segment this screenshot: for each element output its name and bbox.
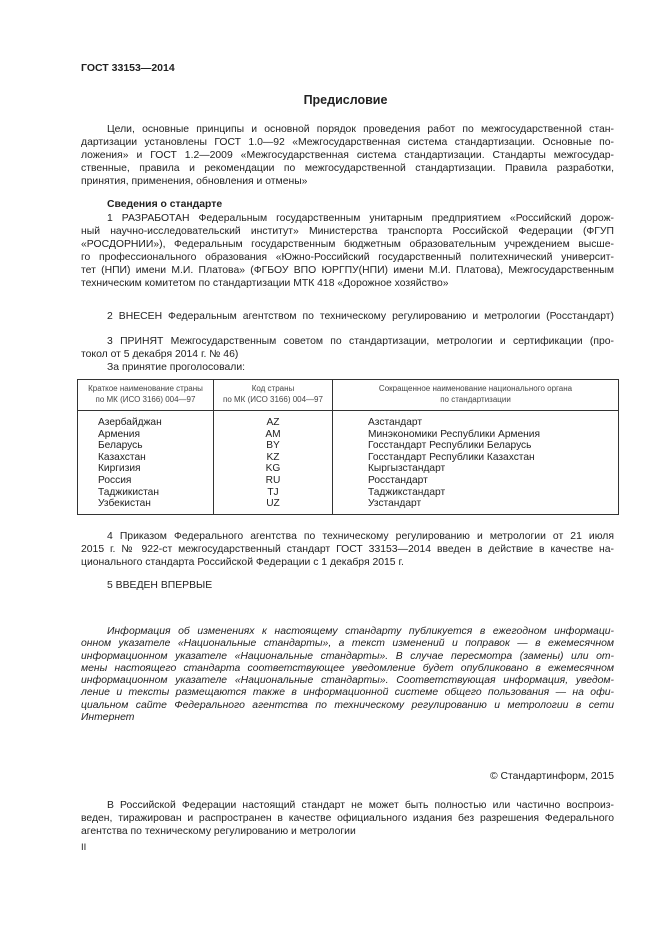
standards-body-cell: Госстандарт Республики Беларусь	[333, 440, 619, 452]
country-code-cell: AZ	[214, 411, 333, 429]
country-name-cell: Беларусь	[78, 440, 214, 452]
standards-body-cell: Минэкономики Республики Армения	[333, 429, 619, 441]
header-line: Краткое наименование страны	[88, 384, 203, 393]
country-name-cell: Казахстан	[78, 452, 214, 464]
rights-paragraph	[81, 799, 614, 838]
item-1-paragraph	[81, 212, 614, 290]
country-name-cell: Киргизия	[78, 463, 214, 475]
text-line: 3 ПРИНЯТ Межгосударственным советом по стандартизации, метрологии и сертификации (про-	[107, 336, 614, 347]
standards-body-cell: Азстандарт	[333, 411, 619, 429]
text-line: циальном сайте Федерального агентства по техническому регулированию и метрологии в сети	[81, 699, 614, 711]
text-line: ложения» и ГОСТ 1.2—2009 «Межгосударственная система стандартизации. Стандарты межгосудар-	[81, 150, 614, 161]
text-line: «РОСДОРНИИ»), Федеральным государственным бюджетным образовательным учреждением высше-	[81, 239, 614, 250]
item-4-paragraph	[81, 530, 614, 569]
column-header-body	[333, 380, 619, 411]
text-line: 4 Приказом Федерального агентства по техническому регулированию и метрологии от 21 июля	[107, 531, 614, 542]
text-line: ственные, правила и рекомендации по межгосударственной стандартизации. Правила разработки,	[81, 163, 614, 174]
header-line: Сокращенное наименование национального органа	[378, 384, 573, 393]
text-line: веден, тиражирован и распространен в качестве официального издания без разрешения Федерального	[81, 813, 614, 824]
country-name-cell: Узбекистан	[78, 498, 214, 514]
header-line: по МК (ИСО 3166) 004—97	[223, 394, 323, 404]
text-line: Информация об изменениях к настоящему стандарту публикуется в ежегодном информаци-	[107, 626, 614, 637]
text-line: мены настоящего стандарта соответствующее уведомление будет опубликовано в ежемесячном	[81, 662, 614, 674]
text-line: ление и тексты размещаются также в информационной системе общего пользования — на офи-	[81, 687, 614, 699]
header-line: по стандартизации	[440, 394, 511, 404]
table-row	[78, 475, 619, 487]
document-code: ГОСТ 33153—2014	[81, 62, 175, 74]
country-code-cell: KG	[214, 463, 333, 475]
text-line: ционального стандарта Российской Федерации с 1 декабря 2015 г.	[81, 557, 404, 568]
text-line: информационном указателе «Национальные стандарты». В случае пересмотра (замены) или от-	[81, 650, 614, 662]
text-line: дартизации установлены ГОСТ 1.0—92 «Межгосударственная система стандартизации. Основные по-	[81, 137, 614, 148]
header-line: по МК (ИСО 3166) 004—97	[95, 394, 196, 404]
text-line: 2015 г. № 922-ст межгосударственный стандарт ГОСТ 33153—2014 введен в действие в качестве на-	[81, 544, 614, 555]
page-number: II	[81, 842, 87, 853]
text-line: 5 ВВЕДЕН ВПЕРВЫЕ	[107, 580, 213, 591]
text-line: Цели, основные принципы и основной порядок проведения работ по межгосударственной стан-	[107, 124, 614, 135]
table-header-row	[78, 380, 619, 411]
table-row	[78, 498, 619, 514]
column-header-code	[214, 380, 333, 411]
text-line: тет (НПИ) имени М.И. Платова» (ФГБОУ ВПО ЮРГПУ(НПИ) имени М.И. Платова), Межгосударственным	[81, 265, 614, 276]
header-line: Код страны	[251, 384, 295, 393]
copyright: © Стандартинформ, 2015	[489, 771, 614, 782]
text-line: техническим комитетом по стандартизации МТК 418 «Дорожное хозяйство»	[81, 278, 449, 289]
text-line: онном указателе «Национальные стандарты», а текст изменений и поправок — в ежемесячном	[81, 638, 614, 650]
country-code-cell: AM	[214, 429, 333, 441]
page-title: Предисловие	[303, 93, 388, 107]
countries-table	[77, 379, 619, 515]
table-row	[78, 463, 619, 475]
section-heading: Сведения о стандарте	[107, 199, 223, 210]
country-code-cell: RU	[214, 475, 333, 487]
table-row	[78, 487, 619, 499]
standards-body-cell: Узстандарт	[333, 498, 619, 514]
standards-body-cell: Росстандарт	[333, 475, 619, 487]
text-line: 1 РАЗРАБОТАН Федеральным государственным унитарным предприятием «Российский дорож-	[107, 213, 614, 224]
country-code-cell: TJ	[214, 487, 333, 499]
text-line: токол от 5 декабря 2014 г. № 46)	[81, 349, 239, 360]
table-row	[78, 411, 619, 429]
text-line: ный научно-исследовательский институт» Министерства транспорта Российской Федерации (ФГУП	[81, 226, 614, 237]
text-line: го профессионального образования «Южно-Российский государственный политехнический университ-	[81, 252, 614, 263]
standards-body-cell: Таджикстандарт	[333, 487, 619, 499]
country-name-cell: Азербайджан	[78, 411, 214, 429]
table-row	[78, 452, 619, 464]
standards-body-cell: Госстандарт Республики Казахстан	[333, 452, 619, 464]
intro-paragraph	[81, 123, 614, 188]
voted-label: За принятие проголосовали:	[107, 362, 246, 373]
table-row	[78, 440, 619, 452]
item-2-paragraph	[81, 310, 614, 323]
text-line: 2 ВНЕСЕН Федеральным агентством по техническому регулированию и метрологии (Росстандарт)	[107, 311, 614, 322]
country-name-cell: Россия	[78, 475, 214, 487]
item-5-paragraph	[81, 579, 614, 592]
notice-paragraph	[81, 626, 614, 724]
item-3-paragraph	[81, 335, 614, 374]
column-header-country	[78, 380, 214, 411]
country-code-cell: UZ	[214, 498, 333, 514]
text-line: принятия, применения, обновления и отмены»	[81, 176, 308, 187]
country-name-cell: Армения	[78, 429, 214, 441]
country-code-cell: BY	[214, 440, 333, 452]
country-code-cell: KZ	[214, 452, 333, 464]
table-row	[78, 429, 619, 441]
standards-body-cell: Кыргызстандарт	[333, 463, 619, 475]
country-name-cell: Таджикистан	[78, 487, 214, 499]
text-line: В Российской Федерации настоящий стандарт не может быть полностью или частично воспроиз-	[107, 800, 614, 811]
text-line: Интернет	[81, 712, 135, 724]
text-line: информационном указателе «Национальные стандарты». Соответствующая информация, уведом-	[81, 675, 614, 687]
text-line: агентства по техническому регулированию и метрологии	[81, 826, 356, 837]
